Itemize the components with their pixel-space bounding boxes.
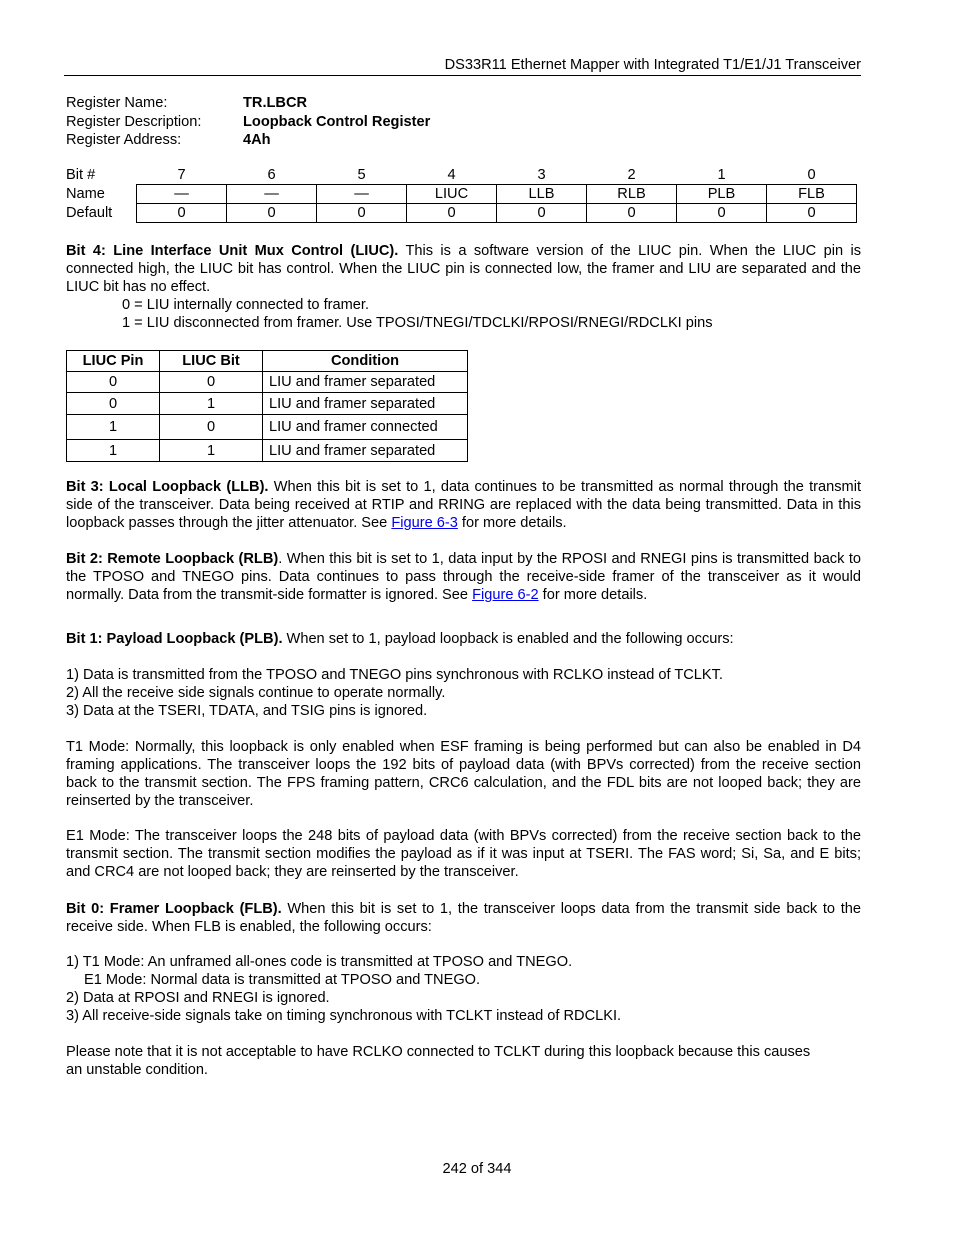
table-cell: LIU and framer separated: [263, 372, 468, 393]
table-cell: 0: [160, 415, 263, 440]
column-header: LIUC Bit: [160, 351, 263, 372]
bit0-list-item: 1) T1 Mode: An unframed all-ones code is transmitted at TPOSO and TNEGO.: [66, 954, 573, 970]
bit0-description: [66, 900, 861, 936]
table-cell: 1: [160, 440, 263, 462]
bit-name-row: [64, 185, 857, 204]
register-name-label: Register Name:: [66, 95, 168, 111]
table-cell: 1: [67, 440, 160, 462]
table-row: [67, 415, 468, 440]
bit4-option-1: 1 = LIU disconnected from framer. Use TPOSI/TNEGI/TDCLKI/RPOSI/RNEGI/RDCLKI pins: [122, 315, 713, 331]
register-address-value: 4Ah: [243, 132, 271, 148]
default-row-label: Default: [66, 204, 113, 221]
page-number: 242 of 344: [442, 1161, 512, 1177]
table-header-row: [67, 351, 468, 372]
column-header: Condition: [263, 351, 468, 372]
bit-map-table: [64, 166, 857, 223]
bit0-note: Please note that it is not acceptable to have RCLKO connected to TCLKT during this loopback because this causes an unstable condition.: [66, 1044, 811, 1078]
bit-number-cell: 3: [537, 166, 546, 183]
table-cell: 0: [160, 372, 263, 393]
column-header: LIUC Pin: [67, 351, 160, 372]
bit-number-cell: 4: [447, 166, 456, 183]
bit0-list-item: 3) All receive-side signals take on timing synchronous with TCLKT instead of RDCLKI.: [66, 1008, 622, 1024]
bit-number-cell: 2: [627, 166, 636, 183]
table-cell: LIU and framer separated: [263, 393, 468, 415]
table-cell: LIU and framer connected: [263, 415, 468, 440]
bit-name-cell: —: [137, 185, 227, 204]
bit0-heading: Bit 0: Framer Loopback (FLB).: [66, 901, 282, 917]
bit-default-row: [64, 204, 857, 223]
table-row: [67, 440, 468, 462]
table-cell: 1: [160, 393, 263, 415]
bit-default-cell: 0: [407, 204, 497, 223]
bit3-text: When this bit is set to 1, data continues to be transmitted as normal through the transmit side of the transceiver. Data being received at RTIP and RRING are replaced with the data being transmitted. Data in this loopback passes through the jitter attenuator. See: [66, 479, 861, 531]
register-description-value: Loopback Control Register: [243, 113, 431, 130]
bit3-description: [66, 478, 861, 532]
bit2-description: [66, 550, 861, 604]
table-cell: LIU and framer separated: [263, 440, 468, 462]
bit-name-cell: —: [227, 185, 317, 204]
bit-name-cell: FLB: [767, 185, 857, 204]
bit1-list-item: 2) All the receive side signals continue to operate normally.: [66, 685, 446, 701]
bit2-tail: for more details.: [538, 587, 648, 603]
bit1-t1-mode: T1 Mode: Normally, this loopback is only enabled when ESF framing is being performed but can also be enabled in D4 framing applications. The transceiver loops the 192 bits of payload data (with BPVs corrected) from the receive section back to the transmit section. The FPS framing pattern, CRC6 calculation, and the FDL bits are not looped back; they are reinserted by the transceiver.: [66, 739, 861, 809]
bit-number-cell: 7: [177, 166, 186, 183]
bit-default-cell: 0: [497, 204, 587, 223]
bit1-list-item: 1) Data is transmitted from the TPOSO and TNEGO pins synchronous with RCLKO instead of TCLKT.: [66, 667, 723, 683]
bit4-text: This is a software version of the LIUC pin. When the LIUC pin is connected high, the LIUC bit has control. When the LIUC pin is connected low, the framer and LIU are separated and the LIUC bit has no effect.: [66, 243, 861, 295]
table-cell: 0: [67, 393, 160, 415]
figure-6-2-link[interactable]: Figure 6-2: [472, 587, 539, 603]
bit-name-cell: LLB: [497, 185, 587, 204]
register-info: [66, 94, 430, 150]
table-cell: 1: [67, 415, 160, 440]
bit3-tail: for more details.: [457, 515, 567, 531]
register-description-label: Register Description:: [66, 113, 202, 130]
register-name-value: TR.LBCR: [243, 95, 308, 111]
document-title: DS33R11 Ethernet Mapper with Integrated T1/E1/J1 Transceiver: [444, 57, 861, 73]
bit0-text: When this bit is set to 1, the transceiver loops data from the transmit side back to the receive side. When FLB is enabled, the following occurs:: [66, 901, 861, 935]
figure-6-3-link[interactable]: Figure 6-3: [391, 515, 458, 531]
table-cell: 0: [67, 372, 160, 393]
name-row-label: Name: [66, 185, 105, 202]
bit-default-cell: 0: [587, 204, 677, 223]
register-address-label: Register Address:: [66, 132, 182, 148]
bit-name-cell: RLB: [587, 185, 677, 204]
table-row: [67, 372, 468, 393]
bit1-text: When set to 1, payload loopback is enabled and the following occurs:: [282, 631, 734, 647]
bit2-text: . When this bit is set to 1, data input by the RPOSI and RNEGI pins is transmitted back to the TPOSO and TNEGO pins. Data continues to pass through the receive-side framer of the transceiver as it would normally. Data from the transmit-side formatter is ignored. See: [66, 551, 861, 603]
bit0-list-item: 2) Data at RPOSI and RNEGI is ignored.: [66, 990, 330, 1006]
bit1-e1-mode: E1 Mode: The transceiver loops the 248 bits of payload data (with BPVs corrected) from the receive section back to the transmit section. The transmit section modifies the payload as if it was input at TSERI. The FAS word; Si, Sa, and E bits; and CRC4 are not looped back; they are reinserted by the transceiver.: [66, 828, 861, 880]
bit4-heading: Bit 4: Line Interface Unit Mux Control (LIUC).: [66, 243, 399, 259]
bit-default-cell: 0: [317, 204, 407, 223]
bit2-heading: Bit 2: Remote Loopback (RLB): [66, 551, 279, 567]
bit-name-cell: PLB: [677, 185, 767, 204]
bit-default-cell: 0: [227, 204, 317, 223]
bit1-heading: Bit 1: Payload Loopback (PLB).: [66, 631, 283, 647]
bit-number-cell: 0: [807, 166, 816, 183]
bit-number-cell: 1: [717, 166, 726, 183]
bit-default-cell: 0: [137, 204, 227, 223]
bit-default-cell: 0: [677, 204, 767, 223]
bit-name-cell: LIUC: [407, 185, 497, 204]
bit-number-row: [64, 166, 857, 185]
bit3-heading: Bit 3: Local Loopback (LLB).: [66, 479, 269, 495]
liuc-condition-table: [66, 350, 468, 462]
bit-number-cell: 5: [357, 166, 366, 183]
bit4-option-0: 0 = LIU internally connected to framer.: [122, 297, 370, 313]
bit-name-cell: —: [317, 185, 407, 204]
bit-default-cell: 0: [767, 204, 857, 223]
bit0-list-item: E1 Mode: Normal data is transmitted at TPOSO and TNEGO.: [84, 972, 481, 988]
bit1-list-item: 3) Data at the TSERI, TDATA, and TSIG pins is ignored.: [66, 703, 428, 719]
page-header: [64, 55, 861, 76]
bit1-description: [66, 630, 861, 648]
table-row: [67, 393, 468, 415]
bit-number-cell: 6: [267, 166, 276, 183]
bit4-description: [66, 242, 861, 296]
bit-row-label: Bit #: [66, 166, 96, 183]
